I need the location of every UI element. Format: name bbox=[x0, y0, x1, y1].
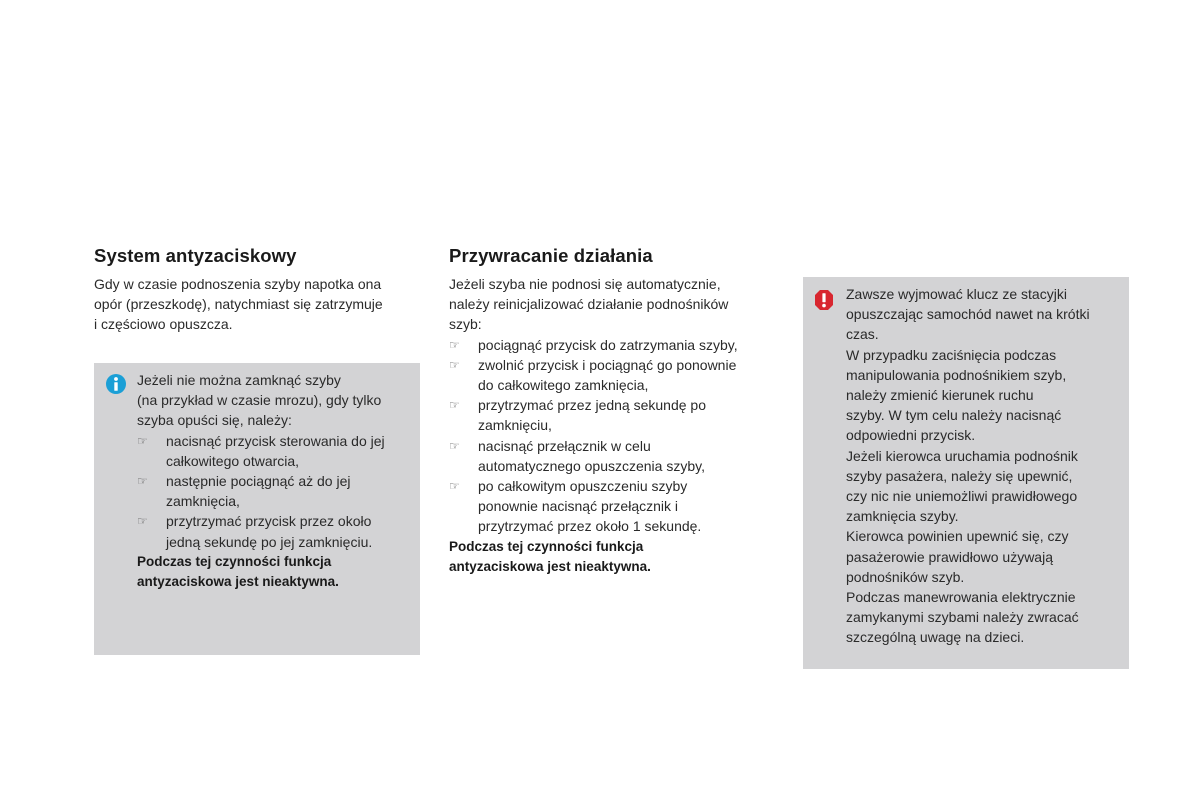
info-intro-line: (na przykład w czasie mrozu), gdy tylko bbox=[137, 392, 382, 409]
bullet-line: następnie pociągnąć aż do jej bbox=[166, 473, 351, 490]
list-item bbox=[137, 431, 417, 471]
bullet-line: całkowitego otwarcia, bbox=[166, 452, 300, 469]
warning-line: manipulowania podnośnikiem szyb, bbox=[846, 366, 1067, 383]
bullet-line: przytrzymać przez jedną sekundę po bbox=[478, 397, 706, 414]
bullet-line: pociągnąć przycisk do zatrzymania szyby, bbox=[478, 336, 738, 353]
intro-line: opór (przeszkodę), natychmiast się zatrzymuje bbox=[94, 296, 383, 313]
left-intro bbox=[94, 274, 424, 335]
middle-column bbox=[449, 244, 779, 577]
bullet-line: zwolnić przycisk i pociągnąć go ponownie bbox=[478, 356, 737, 373]
list-item bbox=[449, 355, 779, 395]
info-intro-line: szyba opuści się, należy: bbox=[137, 412, 292, 429]
warning-line: czas. bbox=[846, 326, 879, 343]
bullet-line: przytrzymać przycisk przez około bbox=[166, 513, 372, 530]
warning-line: Zawsze wyjmować klucz ze stacyjki bbox=[846, 286, 1067, 302]
list-item bbox=[449, 335, 779, 355]
pointing-hand-icon: ☞ bbox=[137, 474, 148, 489]
pointing-hand-icon: ☞ bbox=[449, 438, 460, 453]
bullet-line: nacisnąć przycisk sterowania do jej bbox=[166, 432, 385, 449]
left-column bbox=[94, 244, 424, 335]
warning-line: odpowiedni przycisk. bbox=[846, 427, 976, 444]
list-item bbox=[449, 476, 779, 537]
warning-line: należy zmienić kierunek ruchu bbox=[846, 387, 1034, 404]
warning-line: Podczas manewrowania elektrycznie bbox=[846, 589, 1076, 606]
info-intro-line: Jeżeli nie można zamknąć szyby bbox=[137, 372, 341, 388]
info-note-line: antyzaciskowa jest nieaktywna. bbox=[137, 574, 339, 590]
info-bullet-list bbox=[137, 431, 417, 552]
warning-line: szyby pasażera, należy się upewnić, bbox=[846, 467, 1073, 484]
bullet-line: po całkowitym opuszczeniu szyby bbox=[478, 478, 688, 495]
warning-text bbox=[846, 284, 1128, 648]
warning-line: szczególną uwagę na dzieci. bbox=[846, 629, 1025, 646]
info-icon bbox=[106, 374, 126, 394]
bullet-line: do całkowitego zamknięcia, bbox=[478, 377, 649, 394]
bullet-line: zamknięcia, bbox=[166, 493, 240, 510]
warning-line: W przypadku zaciśnięcia podczas bbox=[846, 346, 1057, 363]
warning-line: Jeżeli kierowca uruchamia podnośnik bbox=[846, 447, 1078, 464]
bullet-line: nacisnąć przełącznik w celu bbox=[478, 437, 651, 454]
pointing-hand-icon: ☞ bbox=[137, 514, 148, 529]
reset-bullet-list bbox=[449, 335, 779, 537]
list-item bbox=[137, 471, 417, 511]
warning-box bbox=[803, 277, 1129, 669]
list-item bbox=[137, 511, 417, 551]
warning-icon bbox=[814, 289, 834, 309]
list-item bbox=[449, 395, 779, 435]
warning-line: pasażerowie prawidłowo używają bbox=[846, 548, 1053, 565]
warning-line: Kierowca powinien upewnić się, czy bbox=[846, 528, 1069, 545]
bullet-line: przytrzymać przez około 1 sekundę. bbox=[478, 518, 702, 535]
warning-line: czy nic nie uniemożliwi prawidłowego bbox=[846, 488, 1078, 505]
warning-line: zamykanymi szybami należy zwracać bbox=[846, 609, 1079, 626]
bullet-line: ponownie nacisnąć przełącznik i bbox=[478, 498, 678, 515]
warning-line: podnośników szyb. bbox=[846, 568, 965, 585]
intro-line: Jeżeli szyba nie podnosi się automatycznie, bbox=[449, 276, 721, 292]
pointing-hand-icon: ☞ bbox=[449, 337, 460, 352]
pointing-hand-icon: ☞ bbox=[137, 433, 148, 448]
section-heading-anti-pinch: System antyzaciskowy bbox=[94, 245, 297, 266]
pointing-hand-icon: ☞ bbox=[449, 357, 460, 372]
section-heading-reset: Przywracanie działania bbox=[449, 245, 653, 266]
info-note-line: Podczas tej czynności funkcja bbox=[137, 553, 332, 569]
intro-line: i częściowo opuszcza. bbox=[94, 316, 233, 333]
pointing-hand-icon: ☞ bbox=[449, 398, 460, 413]
intro-line: należy reinicjalizować działanie podnośników bbox=[449, 296, 729, 313]
bullet-line: jedną sekundę po jej zamknięciu. bbox=[166, 533, 373, 550]
note-line: Podczas tej czynności funkcja bbox=[449, 538, 644, 554]
info-box bbox=[94, 363, 420, 655]
warning-line: zamknięcia szyby. bbox=[846, 508, 959, 525]
pointing-hand-icon: ☞ bbox=[449, 479, 460, 494]
note-line: antyzaciskowa jest nieaktywna. bbox=[449, 558, 651, 574]
warning-line: opuszczając samochód nawet na krótki bbox=[846, 306, 1090, 323]
list-item bbox=[449, 436, 779, 476]
intro-line: Gdy w czasie podnoszenia szyby napotka ona bbox=[94, 276, 382, 292]
intro-line: szyb: bbox=[449, 316, 482, 333]
bullet-line: automatycznego opuszczenia szyby, bbox=[478, 457, 705, 474]
bullet-line: zamknięciu, bbox=[478, 417, 552, 434]
warning-line: szyby. W tym celu należy nacisnąć bbox=[846, 407, 1062, 424]
